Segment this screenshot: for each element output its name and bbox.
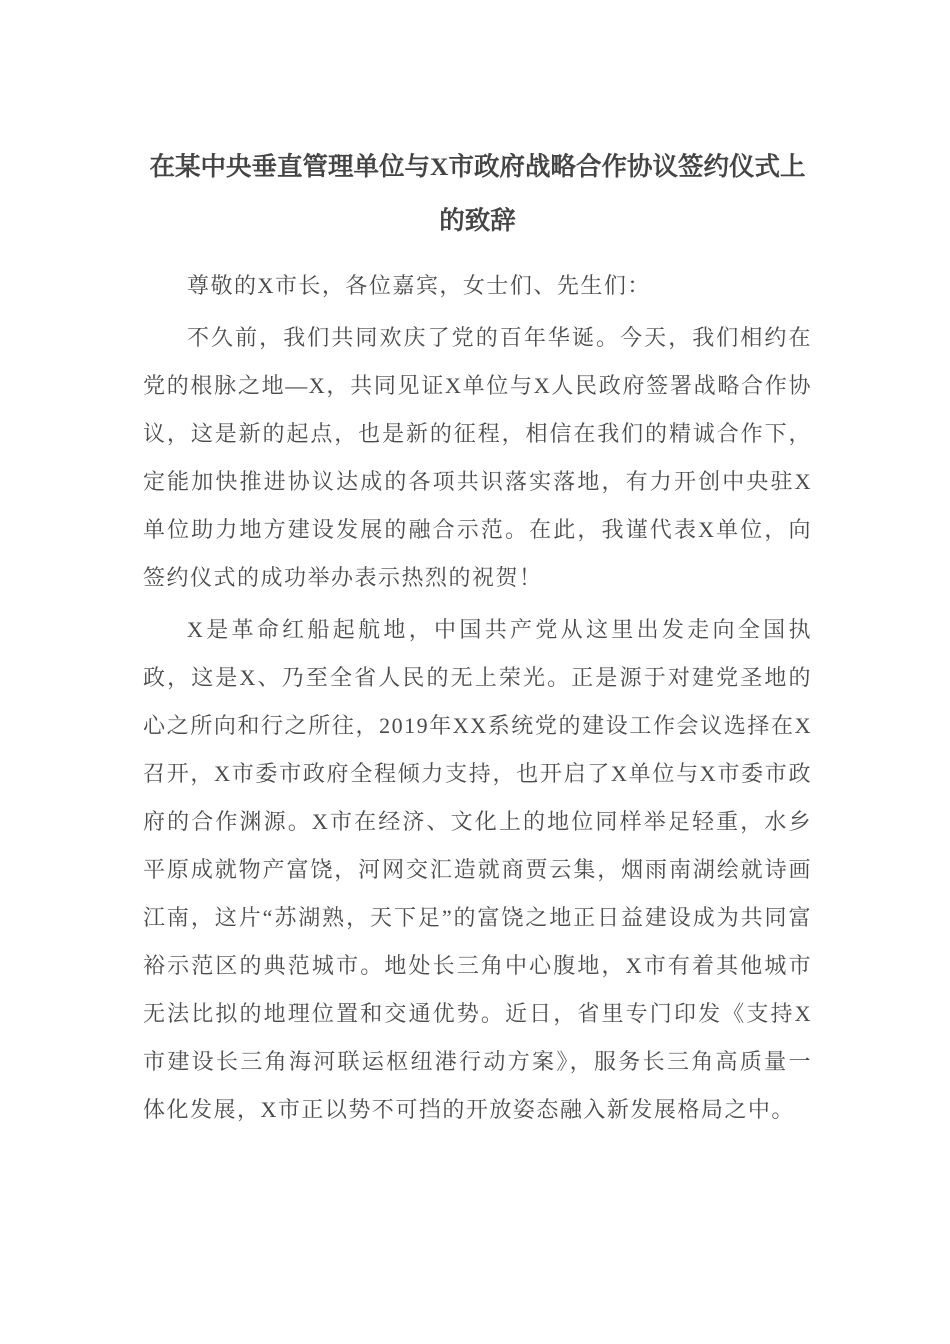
- salutation-paragraph: 尊敬的X市长，各位嘉宾，女士们、先生们：: [187, 273, 651, 298]
- body-paragraph-1: 不久前，我们共同欢庆了党的百年华诞。今天，我们相约在党的根脉之地—X，共同见证X单位与X人民政府签署战略合作协议，这是新的起点，也是新的征程，相信在我们的精诚合作下，定能加快推进协议达成的各项共识落实落地，有力开创中央驻X单位助力地方建设发展的融合示范。在此，我谨代表X单位，向签约仪式的成功举办表示热烈的祝贺！: [143, 325, 812, 590]
- document-title: 在某中央垂直管理单位与X市政府战略合作协议签约仪式上的致辞: [149, 152, 806, 235]
- body-paragraph-2: X是革命红船起航地，中国共产党从这里出发走向全国执政，这是X、乃至全省人民的无上荣光。正是源于对建党圣地的心之所向和行之所往，2019年XX系统党的建设工作会议选择在X召开，X市委市政府全程倾力支持，也开启了X单位与X市委市政府的合作渊源。X市在经济、文化上的地位同样举足轻重，水乡平原成就物产富饶，河网交汇造就商贾云集，烟雨南湖绘就诗画江南，这片“苏湖熟，天下足”的富饶之地正日益建设成为共同富裕示范区的典范城市。地处长三角中心腹地，X市有着其他城市无法比拟的地理位置和交通优势。近日，省里专门印发《支持X市建设长三角海河联运枢纽港行动方案》，服务长三角高质量一体化发展，X市正以势不可挡的开放姿态融入新发展格局之中。: [143, 617, 812, 1122]
